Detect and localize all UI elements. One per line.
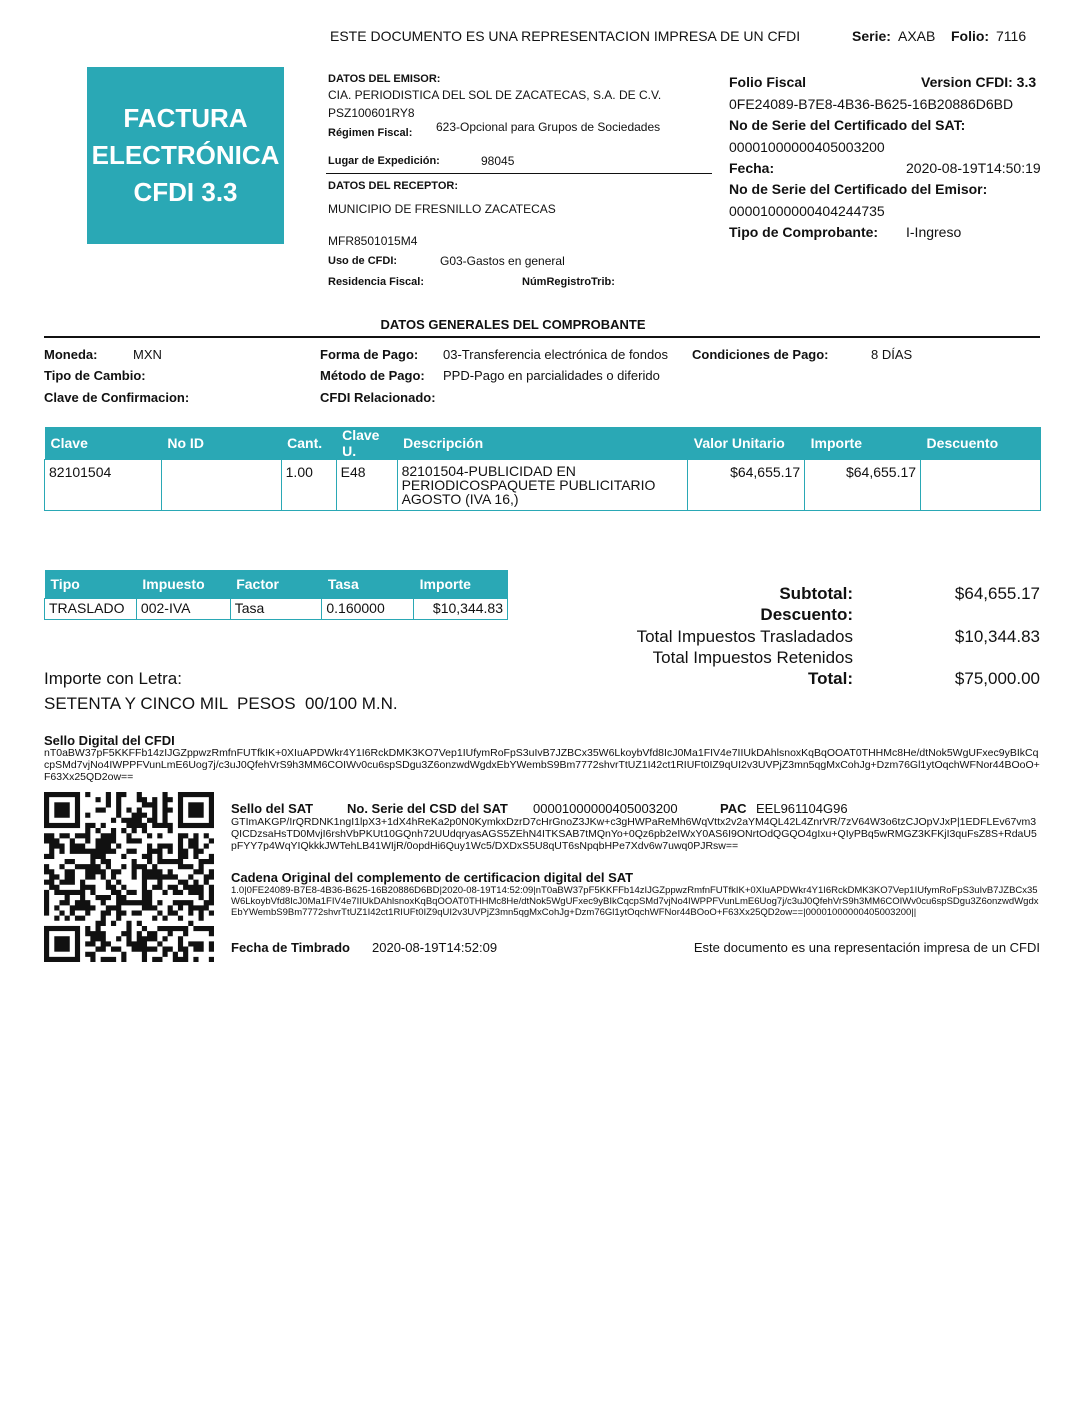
- cell-clave-u: E48: [336, 460, 397, 511]
- cell-tipo: TRASLADO: [45, 599, 137, 620]
- document-banner: ESTE DOCUMENTO ES UNA REPRESENTACION IMPRESA DE UN CFDI: [330, 28, 801, 44]
- generales-title: DATOS GENERALES DEL COMPROBANTE: [380, 317, 646, 332]
- subtotal-label: Subtotal:: [779, 584, 853, 603]
- receptor-title: DATOS DEL RECEPTOR:: [328, 180, 458, 192]
- col-importe-impuesto: Importe: [414, 570, 508, 599]
- tipo-comprobante-label: Tipo de Comprobante:: [729, 224, 879, 240]
- cell-impuesto: 002-IVA: [136, 599, 230, 620]
- uso-cfdi-value: G03-Gastos en general: [440, 254, 565, 268]
- cell-clave: 82101504: [45, 460, 162, 511]
- sello-cfdi-label: Sello Digital del CFDI: [44, 733, 175, 748]
- conceptos-header-row: [45, 427, 1041, 460]
- sello-sat-value: GTImAKGP/IrQRDNK1ngI1lpX3+1dX4hReKa2p0N0KymkxDzrD7cHrGnoZ3JKw+c3gHWPaReMh6WqVttx2v2aYM4QL42L4ZnrVR/7zV64W3o6tzCJOpVJxP|1EDFLEv67vm3QICDzsaHsTD0MvjI6rshVbPKUt10GQnh72UUdqryasAGS5ZEhN4ITKSAB7tMQnYo+0Qz6pb2eIWxY0AS6I9ONrtOdQGQO4gIxu+QIyPBq5wRMGZ3KFKjI3quFsZ8S+RdaU5pFYY7p4WqYIQkkkJWTehLB41WIjR/0opdHi6Quy1Wc5/DXDxS5U8qUT6sNpqbHPe7Xdv6w7uwq0PJRsw==: [231, 816, 1037, 852]
- importe-letra-label: Importe con Letra:: [44, 669, 182, 688]
- fecha-timbrado-value: 2020-08-19T14:52:09: [372, 940, 498, 955]
- qr-finder-pattern: [178, 792, 214, 828]
- fecha-label: Fecha:: [729, 160, 775, 176]
- cell-factor: Tasa: [230, 599, 322, 620]
- col-tipo: Tipo: [45, 570, 137, 599]
- descuento-label: Descuento:: [760, 605, 853, 624]
- sello-cfdi-value: nT0aBW37pF5KKFFb14zIJGZppwzRmfnFUTfkIK+0XIuAPDWkr4Y1I6RckDMK3KO7Vep1IUfymRoFpS3uIvB7JZBCx35W6LkoybVfd8IcJ0Ma1FIV4e7IIUkDAhlsnoxKqBqOOAT0THHMc8He/dtNok5WgUFxec9yBIkCqcpSMd7vjNo4IWPPFVunLmE6Uog7j/c3uJ0QfehVrS9h3MM6COIWv0cu6spSDgu3Z6onzwdWgdxEbYWembS9Bm7772shvrTtUZ1I42ct1RIUFt0IZ9qUI2v3UVPjZ3mn5qgMxCohJg+Dzm76Gl1ytOqchWFNor44BOoO+F63Xx25QD2ow==: [44, 747, 1040, 783]
- receptor-name: MUNICIPIO DE FRESNILLO ZACATECAS: [328, 202, 556, 216]
- col-cant: Cant.: [281, 427, 336, 460]
- serie-label: Serie:: [852, 28, 891, 44]
- receptor-rfc: MFR8501015M4: [328, 234, 418, 248]
- col-clave: Clave: [45, 427, 162, 460]
- moneda-value: MXN: [133, 347, 162, 362]
- col-factor: Factor: [230, 570, 322, 599]
- trasladados-label: Total Impuestos Trasladados: [636, 627, 853, 646]
- qr-finder-pattern: [44, 926, 80, 962]
- metodo-pago-value: PPD-Pago en parcialidades o diferido: [443, 368, 660, 383]
- importe-letra-value: SETENTA Y CINCO MIL PESOS 00/100 M.N.: [44, 694, 398, 713]
- folio-value: 7116: [996, 28, 1027, 44]
- generales-divider: [44, 336, 1040, 338]
- uso-cfdi-label: Uso de CFDI:: [328, 255, 398, 267]
- col-importe: Importe: [805, 427, 921, 460]
- col-descripcion: Descripción: [397, 427, 688, 460]
- cadena-original-label: Cadena Original del complemento de certificacion digital del SAT: [231, 870, 634, 885]
- cell-descripcion: 82101504-PUBLICIDAD EN PERIODICOSPAQUETE PUBLICITARIO AGOSTO (IVA 16,): [397, 460, 688, 511]
- qr-code-graphic: [44, 792, 214, 962]
- col-valor-unitario: Valor Unitario: [688, 427, 805, 460]
- fecha-timbrado-label: Fecha de Timbrado: [231, 940, 350, 955]
- serie-sat-value: 00001000000405003200: [729, 139, 885, 155]
- lugar-value: 98045: [481, 154, 515, 168]
- cell-valor-unitario: $64,655.17: [688, 460, 805, 511]
- logo-line-1: FACTURA: [123, 103, 248, 133]
- forma-pago-value: 03-Transferencia electrónica de fondos: [443, 347, 668, 362]
- folio-label: Folio:: [951, 28, 990, 44]
- emisor-title: DATOS DEL EMISOR:: [328, 73, 441, 85]
- condiciones-pago-value: 8 DÍAS: [871, 347, 913, 362]
- cell-importe: $64,655.17: [805, 460, 921, 511]
- regimen-label: Régimen Fiscal:: [328, 127, 413, 139]
- tipo-cambio-label: Tipo de Cambio:: [44, 368, 146, 383]
- trasladados-value: $10,344.83: [954, 627, 1040, 646]
- col-impuesto: Impuesto: [136, 570, 230, 599]
- tipo-comprobante-value: I-Ingreso: [906, 224, 962, 240]
- cell-tasa: 0.160000: [322, 599, 414, 620]
- lugar-label: Lugar de Expedición:: [328, 155, 440, 167]
- factura-logo: [87, 67, 284, 244]
- clave-confirmacion-label: Clave de Confirmacion:: [44, 390, 190, 405]
- csd-sat-label: No. Serie del CSD del SAT: [347, 801, 508, 816]
- emisor-divider: [326, 173, 712, 174]
- metodo-pago-label: Método de Pago:: [320, 368, 425, 383]
- serie-sat-label: No de Serie del Certificado del SAT:: [729, 117, 966, 133]
- subtotal-value: $64,655.17: [954, 584, 1040, 603]
- retenidos-label: Total Impuestos Retenidos: [652, 648, 853, 667]
- col-clave-u: Clave U.: [336, 427, 397, 460]
- serie-emisor-label: No de Serie del Certificado del Emisor:: [729, 181, 988, 197]
- col-no-id: No ID: [161, 427, 281, 460]
- emisor-name: CIA. PERIODISTICA DEL SOL DE ZACATECAS, S.A. DE C.V.: [328, 88, 662, 102]
- num-registro-label: NúmRegistroTrib:: [522, 276, 615, 288]
- fecha-value: 2020-08-19T14:50:19: [906, 160, 1041, 176]
- table-row: [45, 599, 508, 620]
- total-label: Total:: [807, 669, 853, 688]
- pac-label: PAC: [720, 801, 747, 816]
- moneda-label: Moneda:: [44, 347, 98, 362]
- logo-line-2: ELECTRÓNICA: [91, 140, 280, 170]
- cell-no-id: [161, 460, 281, 511]
- sello-sat-label: Sello del SAT: [231, 801, 314, 816]
- col-descuento: Descuento: [921, 427, 1041, 460]
- qr-code: [44, 792, 214, 962]
- conceptos-table: [44, 427, 1041, 511]
- folio-fiscal-value: 0FE24089-B7E8-4B36-B625-16B20886D6BD: [729, 96, 1014, 112]
- footer-note: Este documento es una representación impresa de un CFDI: [693, 940, 1040, 955]
- serie-value: AXAB: [898, 28, 936, 44]
- residencia-fiscal-label: Residencia Fiscal:: [328, 276, 424, 288]
- regimen-value: 623-Opcional para Grupos de Sociedades: [436, 120, 661, 134]
- total-value: $75,000.00: [954, 669, 1040, 688]
- serie-emisor-value: 00001000000404244735: [729, 203, 885, 219]
- cfdi-relacionado-label: CFDI Relacionado:: [320, 390, 436, 405]
- cell-importe-impuesto: $10,344.83: [414, 599, 508, 620]
- condiciones-pago-label: Condiciones de Pago:: [692, 347, 829, 362]
- logo-line-3: CFDI 3.3: [133, 177, 238, 207]
- folio-fiscal-label: Folio Fiscal: [729, 74, 807, 90]
- cadena-original-value: 1.0|0FE24089-B7E8-4B36-B625-16B20886D6BD|2020-08-19T14:52:09|nT0aBW37pF5KKFFb14zIJGZppwzRmfnFUTfkIK+0XIuAPDWkr4Y1I6RckDMK3KO7Vep1IUfymRoFpS3uIvB7JZBCx35W6LkoybVfd8IcJ0Ma1FIV4e7IIUkDAhlsnoxKqBqOOAT0THHMc8He/dtNok5WgUFxec9yBIkCqcpSMd7vjNo4IWPPFVunLmE6Uog7j/c3uJ0QfehVrS9h3MM6COIWv0cu6spSDgu3Z6onzwdWgdxEbYWembS9Bm7772shvrTtUZ1I42ct1RIUFt0IZ9qUI2v3UVPjZ3mn5qgMxCohJg+Dzm76Gl1ytOqchWFNor44BOoO+F63Xx25QD2ow==|00001000000405003200||: [231, 885, 1039, 918]
- qr-finder-pattern: [44, 792, 80, 828]
- pac-value: EEL961104G96: [756, 801, 848, 816]
- impuestos-table: [44, 570, 508, 620]
- version-cfdi: Version CFDI: 3.3: [921, 74, 1037, 90]
- csd-sat-value: 00001000000405003200: [533, 801, 678, 816]
- table-row: [45, 460, 1041, 511]
- forma-pago-label: Forma de Pago:: [320, 347, 419, 362]
- impuestos-header-row: [45, 570, 508, 599]
- cell-descuento: [921, 460, 1041, 511]
- col-tasa: Tasa: [322, 570, 414, 599]
- cell-cant: 1.00: [281, 460, 336, 511]
- emisor-rfc: PSZ100601RY8: [328, 106, 415, 120]
